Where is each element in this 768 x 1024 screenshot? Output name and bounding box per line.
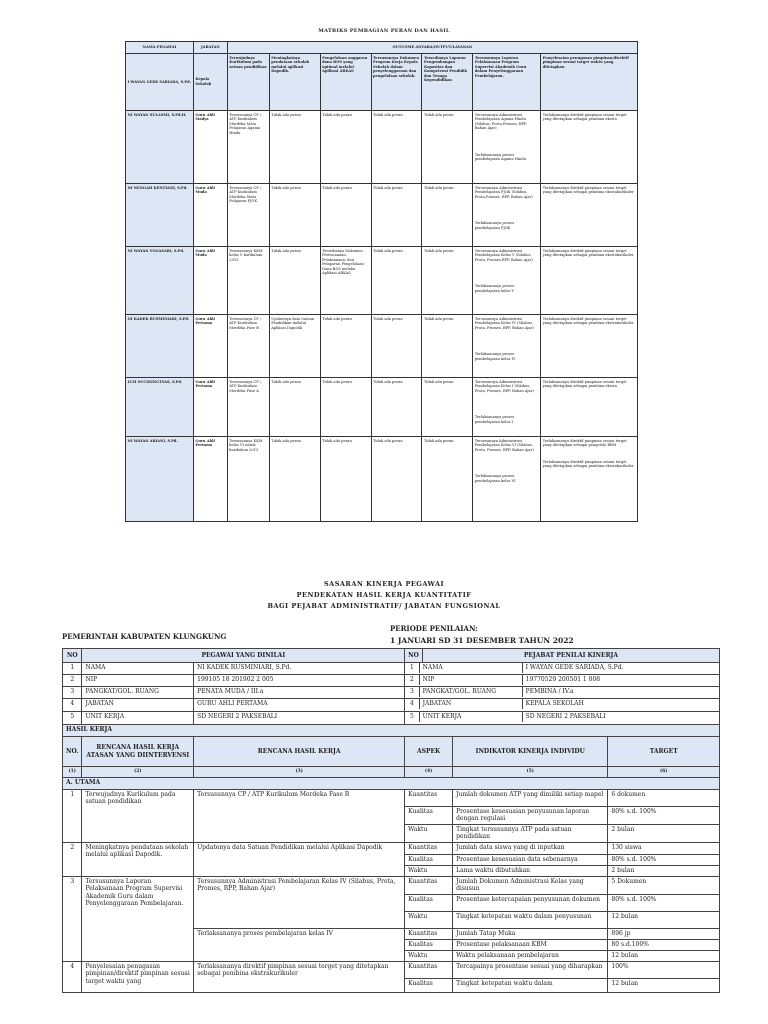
ident-label: UNIT KERJA — [82, 712, 194, 725]
outcome-cell: Penyelesaian penugasan pimpinan/direktif pimpinan sesuai target waktu yang ditetapkan — [541, 54, 638, 111]
ident-label: JABATAN — [419, 699, 522, 709]
outcome-cell: Tersusunnya Laporan Pelaksanaan Program Supervisi Akademik Guru dalam Penyelenggaraan Pembelajaran. — [473, 54, 541, 111]
pegawai-nama: NI KADEK RUSMINIARI, S.Pd. — [126, 315, 194, 378]
ident-no: 2 — [63, 675, 82, 687]
ident-no: 4 — [63, 699, 82, 712]
role-cell: Tidak ada peran — [422, 315, 473, 378]
ident-no: 5 — [63, 712, 82, 725]
aspek: Kualitas — [405, 806, 453, 824]
hasil-kerja-heading: HASIL KERJA — [63, 725, 720, 737]
target: 2 bulan — [608, 824, 720, 842]
skp-subtitle-2: BAGI PEJABAT ADMINISTRATIF/ JABATAN FUNGSIONAL — [267, 602, 501, 610]
rhk-atasan: Penyelesaian penugasan pimpinan/direktif pimpinan sesuai target waktu yang — [82, 961, 194, 992]
indikator: Prosentase kesesuaian penyusunan laporan dengan regulasi — [453, 806, 608, 824]
target: 80% s.d. 100% — [608, 894, 720, 911]
role-item: Terlaksananya proses pembelajaran kelas VI — [474, 474, 516, 483]
ident-no: 3 — [63, 687, 82, 699]
role-cell: Tidak ada peran — [371, 437, 422, 522]
pegawai-nama: NI WAYAN YOGASARI, S.Pd. — [126, 247, 194, 315]
role-item: Terlaksananya proses pembelajaran Agama Hindu — [474, 152, 526, 162]
role-item: Terlaksananya proses pembelajaran kelas V — [474, 284, 515, 293]
aspek: Kuantitas — [405, 928, 453, 939]
role-item: Terlaksananya proses pembelajaran kelas IV — [474, 352, 516, 361]
outcome-cell: Meningkatnya pendataan sekolah melalui aplikasi Dapodik. — [269, 54, 320, 111]
target: 80% s.d. 100% — [608, 806, 720, 824]
role-cell: Tidak ada peran — [269, 247, 320, 315]
ident-no: 1 — [405, 663, 419, 673]
role-item: Tersusunnya Administrasi Pembelajaran PJOK (Silabus, Prota,Promes, RPP, Bahan Ajar) — [474, 185, 533, 199]
col-aspek: ASPEK — [405, 737, 453, 767]
indikator: Waktu pelaksanaan pembelajaran — [453, 950, 608, 961]
col-nama-header: NAMA PEGAWAI — [126, 42, 194, 54]
role-cell: Tidak ada peran — [269, 378, 320, 437]
col-num: (4) — [405, 767, 453, 778]
indikator: Prosentase pelaksanaan KBM — [453, 939, 608, 950]
outcome-cell: Tersedianya Laporan Pengembangan Kapasitas dan Kompetensi Pendidik dan Tenaga Kependidikan — [422, 54, 473, 111]
col-atasan: RENCANA HASIL KERJA ATASAN YANG DIINTERVENSI — [82, 737, 194, 767]
ident-label: NAMA — [82, 663, 194, 675]
periode-label: PERIODE PENILAIAN: — [390, 624, 478, 633]
role-cell: Tersusunnya CP / ATP Kurikulum Merdeka Mata Pelajaran Agama Hindu — [227, 111, 269, 184]
role-cell: Tidak ada peran — [371, 111, 422, 184]
role-cell: Terlaksananya direktif pimpinan sesuai terget yang ditetapkan sebagai pembina ekstra — [541, 378, 638, 437]
role-cell: Tidak ada peran — [320, 315, 371, 378]
role-cell-multi — [473, 378, 541, 437]
aspek: Kualitas — [405, 939, 453, 950]
ident-value: SD NEGERI 2 PAKSEBALI — [194, 712, 405, 725]
role-cell: Terlaksananya direktif pimpinan sesuai terget yang ditetapkan sebagai pembina ekstrakurikuler — [541, 184, 638, 247]
pegawai-nama: NI NENGAH KENTIANI, S.Pd. — [126, 184, 194, 247]
ident-value: PEMBINA / IV.a — [525, 688, 574, 695]
role-cell: Tidak ada peran — [371, 315, 422, 378]
dinilai-header: PEGAWAI YANG DINILAI — [82, 649, 405, 663]
ident-no: 4 — [405, 699, 419, 709]
penilai-header-cell — [405, 649, 720, 663]
penilai-header: PEJABAT PENILAI KINERJA — [422, 649, 719, 662]
role-cell: Terlaksananya direktif pimpinan sesuai terget yang ditetapkan sebagai pembina ekstrakurikuler — [541, 247, 638, 315]
outcome-cell: Terwujudnya Kurikulum pada satuan pendidikan — [227, 54, 269, 111]
role-item: Terlaksananya proses pembelajaran kelas I — [474, 415, 515, 424]
ident-value: KEPALA SEKOLAH — [525, 700, 584, 707]
role-cell: Tidak ada peran — [371, 378, 422, 437]
ident-no: 2 — [405, 675, 419, 685]
aspek: Kuantitas — [405, 789, 453, 806]
col-num: (6) — [608, 767, 720, 778]
section-utama: A. UTAMA — [63, 777, 720, 789]
head-nama: I WAYAN GEDE SARIADA, S.Pd. — [126, 54, 194, 111]
role-cell: Tidak ada peran — [269, 184, 320, 247]
rhk: Updatenya data Satuan Pendidikan melalui Aplikasi Dapodik — [194, 842, 405, 876]
ident-no-header: NO — [63, 649, 82, 663]
ident-value: NI KADEK RUSMINIARI, S.Pd. — [194, 663, 405, 675]
rhk-atasan: Terwujudnya Kurikulum pada satuan pendidikan — [82, 789, 194, 842]
col-no: NO. — [63, 737, 82, 767]
ident-value: GURU AHLI PERTAMA — [194, 699, 405, 712]
ident-value: PENATA MUDA / III.a — [194, 687, 405, 699]
aspek: Kuantitas — [405, 961, 453, 978]
role-cell: Tidak ada peran — [422, 184, 473, 247]
indikator: Jumlah dokumen ATP yang dimiliki setiap mapel — [453, 789, 608, 806]
row-no: 4 — [63, 961, 82, 992]
aspek: Kualitas — [405, 854, 453, 865]
col-rhk: RENCANA HASIL KERJA — [194, 737, 405, 767]
col-num: (5) — [453, 767, 608, 778]
outcome-cell: Pengelolaan anggaran dana BOS yang optimal melalui Aplikasi ARKAS — [320, 54, 371, 111]
ident-label: JABATAN — [82, 699, 194, 712]
ident-label: PANGKAT/GOL. RUANG — [82, 687, 194, 699]
col-num: (3) — [194, 767, 405, 778]
rhk-atasan: Meningkatnya pendataan sekolah melalui aplikasi Dapodik. — [82, 842, 194, 876]
role-cell: Terlaksananya direktif pimpinan sesuai terget yang ditetapkan sebagai pembina ekstra — [541, 111, 638, 184]
role-cell: Tidak ada peran — [422, 247, 473, 315]
role-item: Tersusunnya Administrasi Pembelajaran Kelas IV (Silabus, Prota, Promes, RPP, Bahan Ajar) — [474, 316, 534, 330]
target: 100% — [608, 961, 720, 978]
aspek: Kualitas — [405, 978, 453, 992]
role-item: Tersusunnya Administrasi Pembelajaran Kelas VI (Silabus, Prota, Promes, RPP, Bahan Ajar) — [474, 438, 534, 452]
pegawai-jabatan: Guru Ahli Pertama — [193, 315, 227, 378]
target: 5 Dokumen — [608, 876, 720, 894]
target: 6 dokumen — [608, 789, 720, 806]
pegawai-nama: NI WAYAN SULASMI, S.Pd.H. — [126, 111, 194, 184]
aspek: Kualitas — [405, 894, 453, 911]
head-jabatan: Kepala Sekolah — [193, 54, 227, 111]
indikator: Tercapainya prosentase sesuai yang diharapkan — [453, 961, 608, 978]
role-cell: Tidak ada peran — [422, 111, 473, 184]
role-item: Terlaksananya proses pembelajaran PJOK — [474, 221, 515, 230]
indikator: Jumlah Tatap Muka — [453, 928, 608, 939]
aspek: Waktu — [405, 865, 453, 876]
target: 12 bulan — [608, 950, 720, 961]
role-cell-multi — [473, 111, 541, 184]
row-no: 1 — [63, 789, 82, 842]
ident-label: UNIT KERJA — [419, 712, 522, 722]
role-cell: Tidak ada peran — [320, 184, 371, 247]
pegawai-jabatan: Guru Ahli Pertama — [193, 437, 227, 522]
role-item: Tersusunnya Administrasi Pembelajaran Kelas V (Silabus, Prota, Promes,RPP, Bahan Ajar) — [474, 248, 533, 262]
role-matrix-table — [125, 41, 638, 522]
role-cell: Tidak ada peran — [269, 437, 320, 522]
role-cell: Tidak ada peran — [371, 247, 422, 315]
col-num: (1) — [63, 767, 82, 778]
role-cell: Tersusunnya CP / ATP Kurikulum Merdeka Fase B — [227, 315, 269, 378]
indikator: Tingkat ketepatan waktu dalam — [453, 978, 608, 992]
matrix-title: MATRIKS PEMBAGIAN PERAN DAN HASIL — [318, 28, 450, 34]
indikator: Prosentase ketercapaian penyusunan dokumen — [453, 894, 608, 911]
rhk: Terlaksananya direktif pimpinan sesuai terget yang ditetapkan sebagai pembina ekstrakurikuler — [194, 961, 405, 992]
target: 80% s.d. 100% — [608, 854, 720, 865]
role-cell: Tersedianya Dokumen Perencanaan, Pelaksanaan, dan Pelaporan Pengelolaan Dana BOS melalui Aplikasi ARKAS — [320, 247, 371, 315]
role-cell: Tidak ada peran — [320, 378, 371, 437]
indikator: Jumlah data siswa yang di inputkan — [453, 842, 608, 854]
indikator: Lama waktu dibutuhkan — [453, 865, 608, 876]
role-cell-multi — [541, 437, 638, 522]
role-cell: Tidak ada peran — [371, 184, 422, 247]
ident-penilai-cell — [405, 663, 720, 675]
ident-no-header-2: NO — [405, 649, 422, 662]
role-cell: Tidak ada peran — [422, 378, 473, 437]
role-cell: Tidak ada peran — [422, 437, 473, 522]
role-cell: Updatenya data Satuan Pendidikan melalui Aplikasi Dapodik — [269, 315, 320, 378]
target: 80 s.d.100% — [608, 939, 720, 950]
role-cell-multi — [473, 184, 541, 247]
pegawai-nama: NI WAYAN ARIANI, S.Pd. — [126, 437, 194, 522]
role-cell: Tidak ada peran — [269, 111, 320, 184]
target: 130 siswa — [608, 842, 720, 854]
ident-label: NIP — [82, 675, 194, 687]
role-item: Tersusunnya Administrasi Pembelajaran Agama Hindu (Silabus, Prota,Promes, RPP, Bahan Ajar) — [474, 112, 527, 131]
role-cell-multi — [473, 315, 541, 378]
role-cell: Tersusunnya CP / ATP Kurikulum Merdeka Fase A — [227, 378, 269, 437]
ident-label: NIP — [419, 675, 522, 685]
rhk-atasan: Tersusunnya Laporan Pelaksanaan Program Supervisi Akademik Guru dalam Penyelenggaraan Pembelajaran. — [82, 876, 194, 961]
pegawai-jabatan: Guru Ahli Muda — [193, 247, 227, 315]
aspek: Waktu — [405, 911, 453, 928]
ident-no: 5 — [405, 712, 419, 722]
ident-penilai-cell — [405, 675, 720, 687]
role-cell: Terlaksananya direktif pimpinan sesuai terget yang ditetapkan sebagai pembina ekstrakurikuler — [541, 315, 638, 378]
ident-label: NAMA — [419, 663, 522, 673]
role-cell: Tidak ada peran — [320, 111, 371, 184]
ident-no: 1 — [63, 663, 82, 675]
skp-subtitle: PENDEKATAN HASIL KERJA KUANTITATIF — [296, 591, 472, 599]
role-cell-multi — [473, 247, 541, 315]
ident-no: 3 — [405, 687, 419, 697]
role-cell: Tidak ada peran — [320, 437, 371, 522]
target: 12 bulan — [608, 911, 720, 928]
row-no: 3 — [63, 876, 82, 961]
col-jabatan-header: JABATAN — [193, 42, 227, 54]
outcome-cell: Tersusunnya Dokumen Program Kerja Kepala Sekolah dalam penyelenggaraan dan pengelolaan sekolah. — [371, 54, 422, 111]
rhk: Tersusunnya CP / ATP Kurikulum Merdeka Fase B — [194, 789, 405, 842]
ident-penilai-cell — [405, 712, 720, 725]
role-item: Terlaksananya direktif pimpinan sesuai terget yang ditetapkan sebagai pengelola BBM — [542, 438, 627, 448]
aspek: Waktu — [405, 824, 453, 842]
rhk: Terlaksananya proses pembelajaran kelas IV — [194, 928, 405, 961]
role-item: Tersusunnya Administrasi Pembelajaran Kelas I (Silabus, Prota, Promes, RPP, Bahan Ajar) — [474, 379, 534, 393]
skp-title: SASARAN KINERJA PEGAWAI — [323, 580, 445, 588]
indikator: Tingkat tersusunnya ATP pada satuan pendidikan — [453, 824, 608, 842]
indikator: Prosentase kesesuaian data sebenarnya — [453, 854, 608, 865]
ident-label: PANGKAT/GOL. RUANG — [419, 687, 522, 697]
row-no: 2 — [63, 842, 82, 876]
pegawai-jabatan: Guru Ahli Muda — [193, 184, 227, 247]
col-outcome-header: OUTCOME ANTARA/OUTPUT/LAYANAN — [227, 42, 637, 54]
target: 12 bulan — [608, 978, 720, 992]
rhk: Tersusunnya Administrasi Pembelajaran Kelas IV (Silabus, Prota, Promes, RPP, Bahan Ajar) — [194, 876, 405, 928]
ident-penilai-cell — [405, 687, 720, 699]
aspek: Kuantitas — [405, 842, 453, 854]
role-cell-multi — [473, 437, 541, 522]
col-target: TARGET — [608, 737, 720, 767]
pegawai-nama: LUH SUCININGTYAS, S.Pd. — [126, 378, 194, 437]
indikator: Jumlah Dokumen Administrasi Kelas yang disusun — [453, 876, 608, 894]
ident-value: 19770529 200501 1 008 — [525, 676, 601, 683]
skp-table — [62, 648, 720, 993]
pegawai-jabatan: Guru Ahli Pertama — [193, 378, 227, 437]
pemerintah-label: PEMERINTAH KABUPATEN KLUNGKUNG — [62, 632, 227, 641]
ident-penilai-cell — [405, 699, 720, 712]
target: 2 bulan — [608, 865, 720, 876]
col-num: (2) — [82, 767, 194, 778]
ident-value: 199105 18 201902 2 005 — [194, 675, 405, 687]
periode-value: 1 JANUARI SD 31 DESEMBER TAHUN 2022 — [390, 636, 574, 645]
role-cell: Tersusunnya KKM kelas VI untuk kurikulum 2013 — [227, 437, 269, 522]
col-indikator: INDIKATOR KINERJA INDIVIDU — [453, 737, 608, 767]
aspek: Waktu — [405, 950, 453, 961]
role-cell: Tersusunnya CP / ATP Kurikulum Merdeka Mata Pelajaran PJOK — [227, 184, 269, 247]
target: 896 jp — [608, 928, 720, 939]
indikator: Tingkat ketepatan waktu dalam penyusunan — [453, 911, 608, 928]
role-cell: Tersusunnya KKM kelas V kurikulum 2013 — [227, 247, 269, 315]
pegawai-jabatan: Guru Ahli Madya — [193, 111, 227, 184]
ident-value: SD NEGERI 2 PAKSEBALI — [525, 713, 606, 720]
ident-value: I WAYAN GEDE SARIADA, S.Pd. — [525, 664, 624, 671]
aspek: Kuantitas — [405, 876, 453, 894]
role-item: Terlaksananya direktif pimpinan sesuai terget yang ditetapkan sebagai pembina ekstrakurikuler — [542, 459, 634, 469]
